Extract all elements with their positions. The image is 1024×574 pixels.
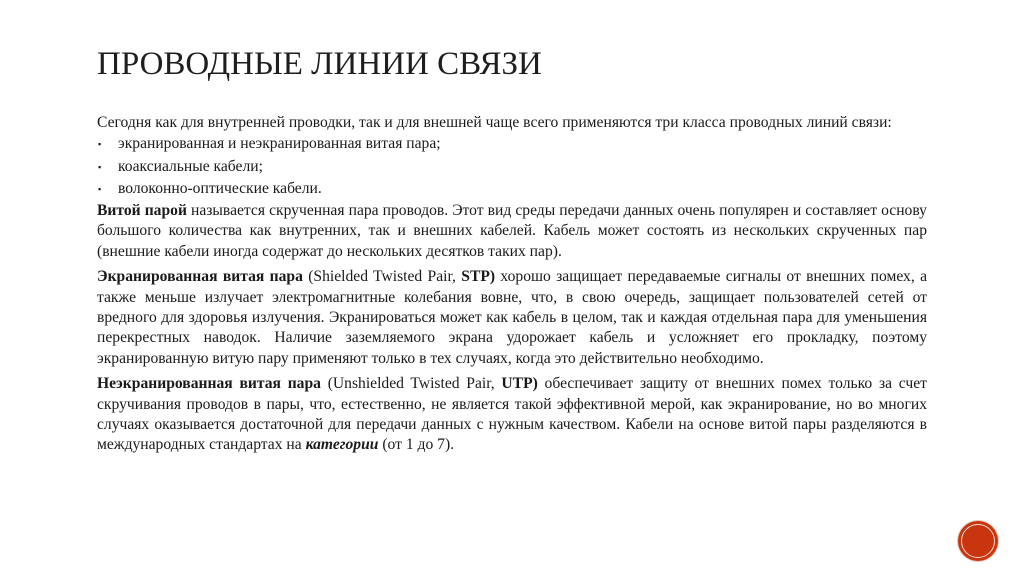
paragraph-text: называется скрученная пара проводов. Этот вид среды передачи данных очень популярен и составляет основу большого количества как внутренних, так и внешних кабелей. Кабель может состоять из нескольких скрученных пар (внешние кабели иногда содержат до нескольких десятков таких пар). — [97, 201, 927, 260]
term-categories: категории — [305, 436, 379, 454]
list-item-text: волоконно-оптические кабели. — [118, 180, 322, 198]
term-stp: Экранированная витая пара — [97, 268, 303, 286]
term-twisted-pair: Витой парой — [97, 201, 187, 219]
twisted-pair-paragraph — [97, 201, 927, 262]
list-item-text: коаксиальные кабели; — [118, 157, 263, 175]
stp-paragraph — [97, 267, 927, 369]
term-utp: Неэкранированная витая пара — [97, 375, 321, 393]
list-item — [97, 133, 927, 156]
paragraph-text: (Unshielded Twisted Pair, — [320, 375, 502, 393]
abbr-stp: STP) — [461, 268, 496, 286]
slide-title: ПРОВОДНЫЕ ЛИНИИ СВЯЗИ — [97, 46, 542, 82]
list-item — [97, 178, 927, 201]
list-item — [97, 156, 927, 179]
cable-classes-list — [97, 133, 927, 201]
square-bullet-icon: ▪ — [98, 184, 102, 195]
square-bullet-icon: ▪ — [98, 161, 102, 172]
abbr-utp: UTP) — [501, 375, 538, 393]
utp-paragraph — [97, 374, 927, 456]
paragraph-text: обеспечивает защиту от внешних помех только за счет скручивания проводов в пары, что, естественно, не является такой эффективной мерой, как экранирование, но во многих случаях оказывается достаточной для передачи данных с нужным качеством. Кабели на основе витой пары разделяются в международных стандартах на — [97, 375, 927, 454]
paragraph-text: (от 1 до 7). — [378, 436, 455, 454]
list-item-text: экранированная и неэкранированная витая пара; — [118, 135, 441, 153]
paragraph-text: (Shielded Twisted Pair, — [302, 268, 462, 286]
square-bullet-icon: ▪ — [98, 139, 102, 150]
red-circle-icon — [958, 521, 998, 561]
slide-body — [97, 113, 927, 456]
intro-paragraph: Сегодня как для внутренней проводки, так и для внешней чаще всего применяются три класса проводных линий связи: — [97, 114, 892, 131]
paragraph-text: хорошо защищает передаваемые сигналы от внешних помех, а также меньше излучает электромагнитные колебания вовне, что, в свою очередь, защищает пользователей сетей от вредного для здоровья излучения. Экранироваться может как кабель в целом, так и каждая отдельная пара для уменьшения перекрестных наводок. Наличие заземляемого экрана удорожает кабель и усложняет его прокладку, поэтому экранированную витую пару применяют только в тех случаях, когда это действительно необходимо. — [97, 268, 928, 367]
